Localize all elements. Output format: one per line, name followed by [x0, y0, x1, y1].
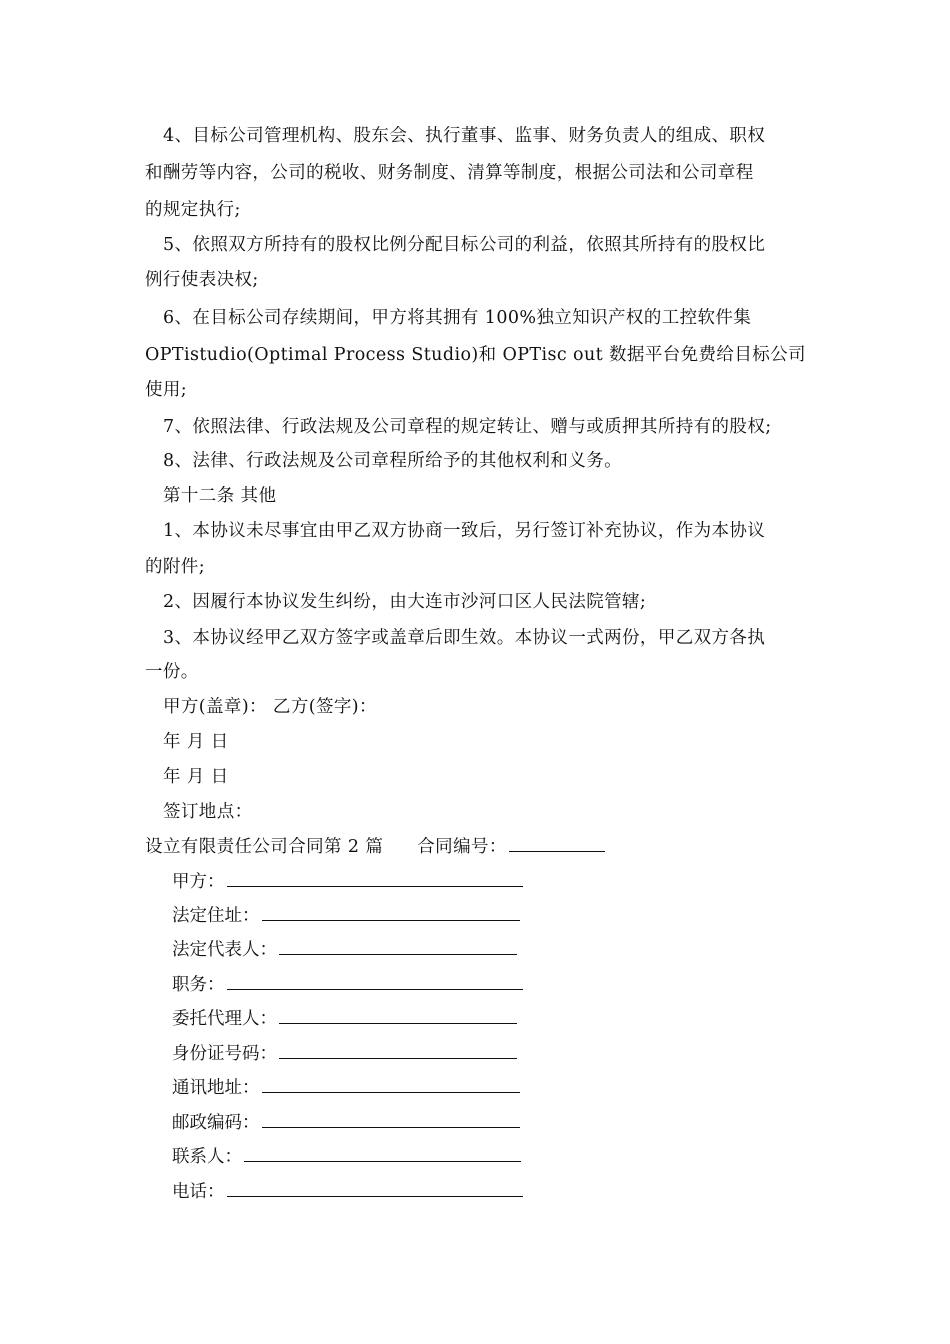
date-line: 年 月 日 [163, 732, 229, 752]
field-label: 身份证号码： [172, 1044, 277, 1064]
field-label: 邮政编码： [172, 1113, 260, 1133]
field-label: 法定代表人： [172, 940, 277, 960]
field-phone [172, 1175, 523, 1209]
contract-number-label: 合同编号： [417, 837, 507, 857]
field-legal-representative [172, 933, 517, 967]
paragraph-line: 使用; [145, 380, 188, 400]
paragraph-line: 例行使表决权; [145, 270, 259, 290]
field-party-a [172, 865, 523, 899]
paragraph-line: 6、在目标公司存续期间，甲方将其拥有 100%独立知识产权的工控软件集 [163, 308, 752, 328]
field-position [172, 968, 523, 1002]
field-blank[interactable] [227, 969, 523, 990]
paragraph-line: 一份。 [145, 662, 199, 682]
field-label: 职务： [172, 975, 225, 995]
paragraph-line: 和酬劳等内容，公司的税收、财务制度、清算等制度，根据公司法和公司章程 [145, 163, 754, 183]
field-blank[interactable] [244, 1141, 521, 1162]
signature-parties: 甲方(盖章)： 乙方(签字)： [163, 697, 377, 717]
field-label: 甲方： [172, 872, 225, 892]
field-blank[interactable] [262, 900, 520, 921]
field-id-number [172, 1037, 517, 1071]
field-blank[interactable] [279, 934, 517, 955]
paragraph-line: 的附件; [145, 557, 205, 577]
paragraph-line: 的规定执行; [145, 200, 241, 220]
paragraph-line: 1、本协议未尽事宜由甲乙双方协商一致后，另行签订补充协议，作为本协议 [163, 521, 766, 541]
field-agent [172, 1002, 517, 1036]
field-blank[interactable] [227, 866, 523, 887]
paragraph-line: 3、本协议经甲乙双方签字或盖章后即生效。本协议一式两份，甲乙双方各执 [163, 628, 766, 648]
field-blank[interactable] [262, 1107, 520, 1128]
field-label: 通讯地址： [172, 1078, 260, 1098]
contract-number-blank[interactable] [509, 831, 605, 852]
field-label: 电话： [172, 1182, 225, 1202]
field-mailing-address [172, 1071, 520, 1105]
field-blank[interactable] [279, 1038, 517, 1059]
contract-heading [145, 830, 825, 864]
paragraph-line: OPTistudio(Optimal Process Studio)和 OPTisc out 数据平台免费给目标公司 [145, 345, 806, 365]
field-contact [172, 1140, 521, 1174]
paragraph-line: 4、目标公司管理机构、股东会、执行董事、监事、财务负责人的组成、职权 [163, 126, 766, 146]
field-postal-code [172, 1106, 520, 1140]
contract-title: 设立有限责任公司合同第 2 篇 [145, 837, 384, 857]
paragraph-line: 2、因履行本协议发生纠纷，由大连市沙河口区人民法院管辖; [163, 592, 647, 612]
date-line: 年 月 日 [163, 767, 229, 787]
field-blank[interactable] [227, 1176, 523, 1197]
section-heading: 第十二条 其他 [163, 486, 277, 506]
paragraph-line: 7、依照法律、行政法规及公司章程的规定转让、赠与或质押其所持有的股权; [163, 417, 772, 437]
field-label: 法定住址： [172, 906, 260, 926]
paragraph-line: 5、依照双方所持有的股权比例分配目标公司的利益，依照其所持有的股权比 [163, 235, 766, 255]
paragraph-line: 8、法律、行政法规及公司章程所给予的其他权利和义务。 [163, 451, 623, 471]
field-legal-address [172, 899, 520, 933]
field-label: 联系人： [172, 1147, 242, 1167]
signing-location: 签订地点： [163, 802, 253, 822]
field-blank[interactable] [262, 1072, 520, 1093]
field-label: 委托代理人： [172, 1009, 277, 1029]
field-blank[interactable] [279, 1003, 517, 1024]
